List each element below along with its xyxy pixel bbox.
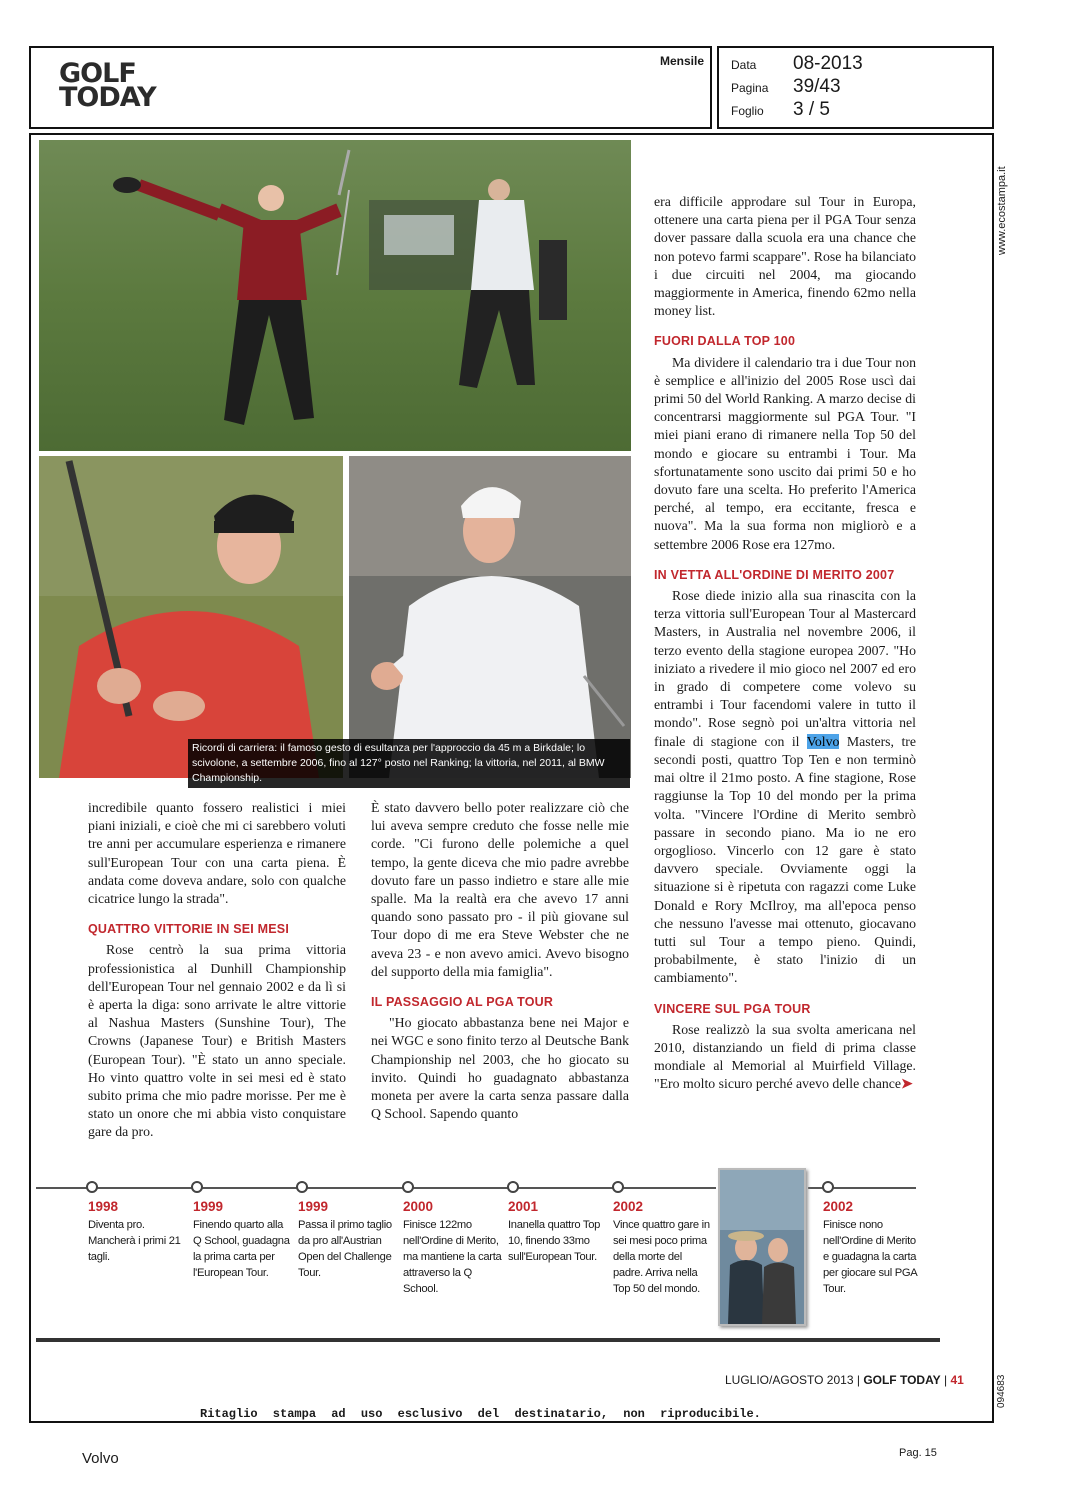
timeline-item: 1999 Passa il primo taglio da pro all'Austrian Open del Challenge Tour. [298,1199,392,1279]
header-masthead [29,46,712,129]
col3-paragraph-3: Rose diede inizio alla sua rinascita con la terza vittoria sull'European Tour al Mastercard Masters, in Australia nel novembre 2006, il terzo evento della stagione europea 2007. "Ho iniziato a rivedere il mio gioco nel 2007 ed ero in grado di competere come volevo su entrambi i Tour facendomi valere in tutto il mondo". Rose segnò poi un'altra vittoria nel finale di stagione con il Volvo Masters, tre secondi posti, quattro Top Ten e non terminò mai oltre il 21mo posto. A fine stagione, Rose raggiunse la Top 10 del mondo per la prima volta. "Vincere l'Ordine di Merito sembrò passare in secondo piano. Ma io ne ero orgoglioso. Vincerlo con 12 gare è stato davvero speciale. Ovviamente oggi la situazione si è ripetuta con ragazzi come Luke Donald e Rory McIlroy, ma all'epoca penso che nessuno l'avesse mai ottenuto, giocavano tutti sul Tour a tempo pieno. Quindi, probabilmente, è stato l'inizio di un cambiamento". [654,588,916,986]
timeline-dot [86,1181,98,1193]
column-2 [371,799,629,1123]
date-row: Data 08-2013 [731,53,863,74]
page-value: 39/43 [793,76,841,97]
highlighted-keyword: Volvo [806,733,840,749]
disclaimer: Ritaglio stampa ad uso esclusivo del destinatario, non riproducibile. [200,1407,761,1421]
photo-red-shirt [39,456,343,778]
timeline-item: 1998 Diventa pro. Mancherà i primi 21 tagli. [88,1199,181,1263]
col1-subheading: QUATTRO VITTORIE IN SEI MESI [88,922,289,937]
column-3 [654,193,916,1094]
col1-paragraph-2: Rose centrò la sua prima vittoria professionistica al Dunhill Championship dell'European Tour nel gennaio 2002 e da lì si è aperta la diga: sono arrivate le altre vittorie al Nashua Masters (Sunshine Tour), The Crowns (Japanese Tour) e British Masters (European Tour). "È stato un anno speciale. Ho vinto quattro volte in sei mesi ed è stato subito prima che mio padre morisse. Per me è stato un onore che mi abbia visto conquistare gare da pro. [88,942,346,1140]
sheet-value: 3 / 5 [793,99,830,120]
sheet-row: Foglio 3 / 5 [731,99,830,120]
page-footer: LUGLIO/AGOSTO 2013 | GOLF TODAY | 41 [725,1373,964,1387]
pagination: Pag. 15 [899,1447,937,1459]
column-1 [88,799,346,1142]
col3-paragraph-4: Rose realizzò la sua svolta americana nel 2010, distanziando un field di prima classe mondiale al Memorial al Muirfield Village. "Ero molto sicuro perché avevo delle chance➤ [654,1021,916,1092]
col2-paragraph-1: È stato davvero bello poter realizzare ciò che lui aveva sempre creduto che fosse nelle mie corde. "Ci furono delle polemiche a quel tempo, la gente diceva che mio padre avrebbe dovuto fare un passo indietro e stare alle mie spalle. Ma la realtà era che avevo 17 anni quando sono passato pro - il più giovane sul Tour dopo di me era Steve Webster che ne aveva 23 - e non avevo amici. Avevo bisogno del supporto della mia famiglia". [371,800,629,979]
timeline-item: 2000 Finisce 122mo nell'Ordine di Merito, ma mantiene la carta attraverso la Q School. [403,1199,502,1295]
photo-celebration [39,140,631,451]
page-row: Pagina 39/43 [731,76,841,97]
continue-arrow-icon: ➤ [900,1076,913,1092]
golf-today-logo: GOLF TODAY [59,58,156,113]
col3-subheading-3: VINCERE SUL PGA TOUR [654,1001,811,1016]
timeline-item: 2002 Finisce nono nell'Ordine di Merito e guadagna la carta per giocare sul PGA Tour. [823,1199,917,1295]
timeline-item: 2002 Vince quattro gare in sei mesi poco prima della morte del padre. Arriva nella Top 50 del mondo. [613,1199,710,1295]
timeline-dot [612,1181,624,1193]
col3-paragraph-1: era difficile approdare sul Tour in Europa, ottenere una carta piena per il PGA Tour senza dover passare dalla scuola era una chance che non potevo farmi scappare". Rose ha bilanciato i due circuiti nel 2004, ma giocando maggiormente in America, finendo 62mo nella money list. [654,194,916,319]
col3-subheading-1: FUORI DALLA TOP 100 [654,334,796,349]
timeline-item: 1999 Finendo quarto alla Q School, guadagna la prima carta per l'European Tour. [193,1199,290,1279]
timeline-dot [822,1181,834,1193]
col1-paragraph-1: incredibile quanto fossero realistici i miei piani iniziali, e cioè che mi ci sarebbero voluti tre anni per accumulare esperienza e rimanere sull'European Tour con una carta piena. È andata come doveva andare, solo con qualche cicatrice lungo la strada". [88,800,346,907]
photo-caption: Ricordi di carriera: il famoso gesto di esultanza per l'approccio da 45 m a Birkdale; lo scivolone, a settembre 2006, fino al 127° posto nel Ranking; la vittoria, nel 2011, al BMW Championship. [188,739,630,788]
timeline-dot [507,1181,519,1193]
photo-white-shirt [349,456,631,778]
col3-paragraph-2: Ma dividere il calendario tra i due Tour non è semplice e all'inizio del 2005 Rose uscì dai primi 50 del World Ranking. A marzo decise di concentrarsi maggiormente sul PGA Tour. "I miei piani erano di rimanere nella Top 50 del mondo e giocare su entrambi i Tour. Ma sfortunatamente sono uscito dai primi 50 e ho dovuto fare una scelta. Ho preferito l'America perché, al tempo, era eccitante, fresca e nuova". Ma la sua forma non migliorò e a settembre 2006 Rose era 127mo. [654,354,916,552]
timeline-dot [296,1181,308,1193]
col3-subheading-2: IN VETTA ALL'ORDINE DI MERITO 2007 [654,567,895,582]
col2-subheading: IL PASSAGGIO AL PGA TOUR [371,995,554,1010]
timeline-dot [191,1181,203,1193]
frequency-label: Mensile [659,54,704,68]
date-value: 08-2013 [793,53,863,74]
keyword-label: Volvo [82,1450,119,1467]
timeline-photo [718,1168,806,1326]
timeline-dot [402,1181,414,1193]
col2-paragraph-2: "Ho giocato abbastanza bene nei Major e nei WGC e sono finito terzo al Deutsche Bank Championship nel 2003, che ho giocato su invito. Quindi ho guadagnato abbastanza moneta per avere la carta senza passare dalla Q School. Sapendo quanto [371,1015,629,1122]
ecostampa-url: www.ecostampa.it [996,166,1008,255]
timeline-bottom-rule [36,1338,940,1342]
document-code: 094683 [996,1374,1007,1408]
timeline-item: 2001 Inanella quattro Top 10, finendo 33mo sull'European Tour. [508,1199,601,1263]
header-metadata [717,46,994,129]
